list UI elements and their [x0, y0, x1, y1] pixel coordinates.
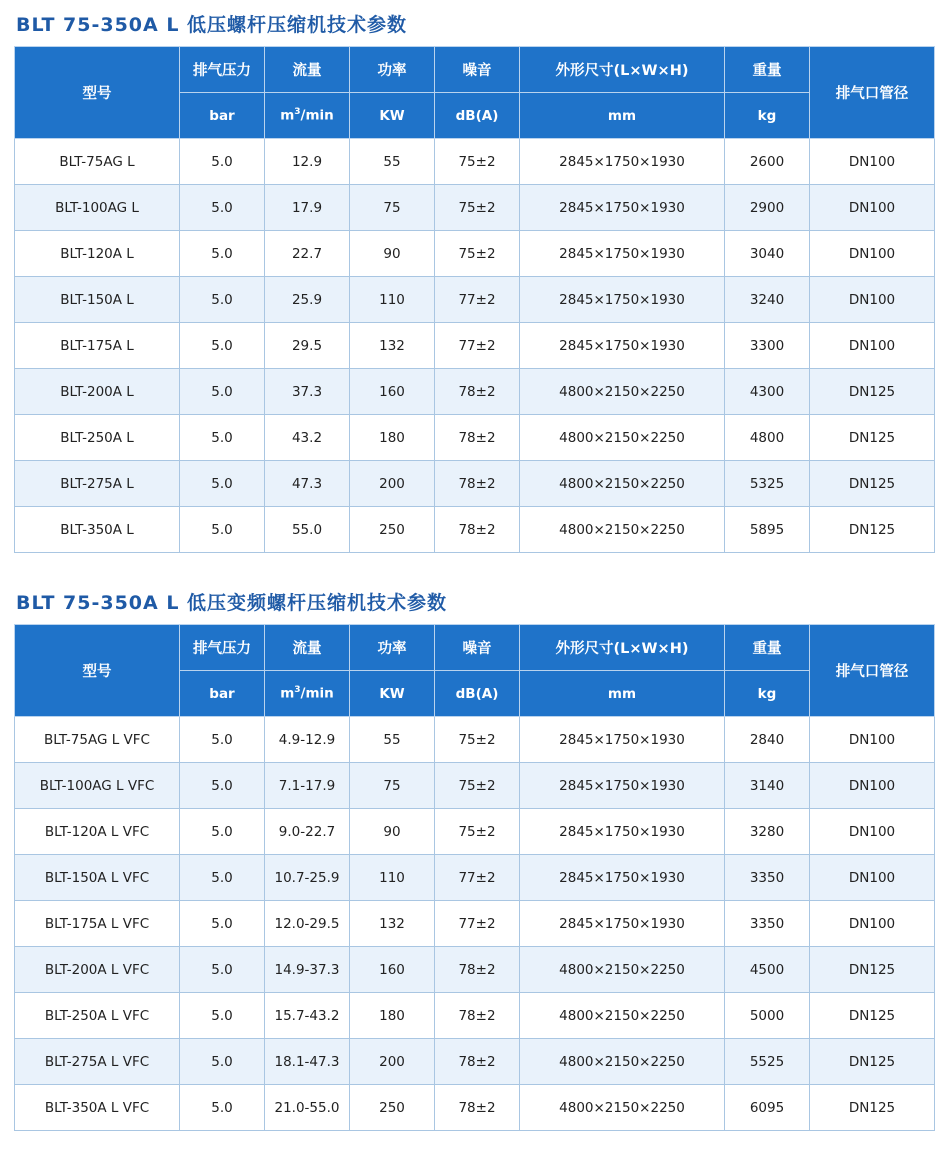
cell-noise: 75±2 — [435, 139, 520, 185]
cell-noise: 78±2 — [435, 1039, 520, 1085]
cell-outlet: DN125 — [810, 369, 935, 415]
cell-weight: 4500 — [725, 947, 810, 993]
cell-outlet: DN100 — [810, 763, 935, 809]
cell-noise: 77±2 — [435, 323, 520, 369]
cell-pressure: 5.0 — [180, 1085, 265, 1131]
header-weight: 重量 — [725, 47, 810, 93]
cell-power: 110 — [350, 277, 435, 323]
header-noise: 噪音 — [435, 47, 520, 93]
cell-noise: 77±2 — [435, 901, 520, 947]
cell-weight: 3350 — [725, 901, 810, 947]
cell-power: 180 — [350, 993, 435, 1039]
cell-weight: 5325 — [725, 461, 810, 507]
cell-model: BLT-200A L — [15, 369, 180, 415]
unit-noise: dB(A) — [435, 93, 520, 139]
header-weight: 重量 — [725, 625, 810, 671]
table-row — [15, 139, 935, 185]
cell-pressure: 5.0 — [180, 461, 265, 507]
header-pressure: 排气压力 — [180, 625, 265, 671]
table-row — [15, 231, 935, 277]
cell-dims: 4800×2150×2250 — [520, 415, 725, 461]
cell-power: 55 — [350, 717, 435, 763]
cell-dims: 4800×2150×2250 — [520, 1039, 725, 1085]
cell-outlet: DN100 — [810, 717, 935, 763]
cell-weight: 3240 — [725, 277, 810, 323]
cell-flow: 18.1-47.3 — [265, 1039, 350, 1085]
cell-noise: 78±2 — [435, 507, 520, 553]
cell-model: BLT-100AG L VFC — [15, 763, 180, 809]
cell-outlet: DN100 — [810, 277, 935, 323]
cell-outlet: DN100 — [810, 323, 935, 369]
cell-noise: 77±2 — [435, 277, 520, 323]
cell-weight: 3350 — [725, 855, 810, 901]
spec-section-vfc — [14, 588, 934, 1131]
cell-model: BLT-250A L — [15, 415, 180, 461]
cell-model: BLT-350A L VFC — [15, 1085, 180, 1131]
cell-flow: 21.0-55.0 — [265, 1085, 350, 1131]
cell-pressure: 5.0 — [180, 415, 265, 461]
cell-power: 200 — [350, 461, 435, 507]
cell-pressure: 5.0 — [180, 855, 265, 901]
cell-power: 75 — [350, 185, 435, 231]
cell-power: 90 — [350, 809, 435, 855]
cell-pressure: 5.0 — [180, 507, 265, 553]
cell-model: BLT-120A L — [15, 231, 180, 277]
header-flow: 流量 — [265, 625, 350, 671]
cell-weight: 2600 — [725, 139, 810, 185]
cell-flow: 15.7-43.2 — [265, 993, 350, 1039]
unit-power: KW — [350, 93, 435, 139]
cell-power: 250 — [350, 507, 435, 553]
table-row — [15, 323, 935, 369]
cell-outlet: DN100 — [810, 901, 935, 947]
cell-power: 160 — [350, 369, 435, 415]
spec-table — [14, 624, 935, 1131]
cell-power: 90 — [350, 231, 435, 277]
cell-power: 132 — [350, 901, 435, 947]
table-row — [15, 947, 935, 993]
cell-pressure: 5.0 — [180, 139, 265, 185]
cell-pressure: 5.0 — [180, 323, 265, 369]
cell-model: BLT-150A L — [15, 277, 180, 323]
cell-flow: 17.9 — [265, 185, 350, 231]
cell-weight: 5000 — [725, 993, 810, 1039]
header-model: 型号 — [15, 47, 180, 139]
cell-model: BLT-120A L VFC — [15, 809, 180, 855]
table-row — [15, 763, 935, 809]
cell-dims: 2845×1750×1930 — [520, 139, 725, 185]
table-row — [15, 993, 935, 1039]
cell-flow: 14.9-37.3 — [265, 947, 350, 993]
unit-noise: dB(A) — [435, 671, 520, 717]
cell-outlet: DN125 — [810, 461, 935, 507]
table-row — [15, 369, 935, 415]
cell-noise: 77±2 — [435, 855, 520, 901]
cell-flow: 7.1-17.9 — [265, 763, 350, 809]
cell-outlet: DN125 — [810, 415, 935, 461]
cell-flow: 12.0-29.5 — [265, 901, 350, 947]
cell-pressure: 5.0 — [180, 763, 265, 809]
cell-outlet: DN100 — [810, 855, 935, 901]
cell-weight: 3280 — [725, 809, 810, 855]
cell-flow: 43.2 — [265, 415, 350, 461]
cell-dims: 4800×2150×2250 — [520, 947, 725, 993]
cell-weight: 2900 — [725, 185, 810, 231]
cell-flow: 29.5 — [265, 323, 350, 369]
cell-weight: 3300 — [725, 323, 810, 369]
table-row — [15, 277, 935, 323]
cell-noise: 78±2 — [435, 947, 520, 993]
unit-pressure: bar — [180, 671, 265, 717]
cell-flow: 47.3 — [265, 461, 350, 507]
header-outlet: 排气口管径 — [810, 47, 935, 139]
cell-outlet: DN125 — [810, 1039, 935, 1085]
cell-outlet: DN125 — [810, 947, 935, 993]
cell-outlet: DN100 — [810, 185, 935, 231]
unit-flow: $m^3/\min$ — [265, 671, 350, 717]
cell-flow: 22.7 — [265, 231, 350, 277]
unit-dims: mm — [520, 93, 725, 139]
spec-table — [14, 46, 935, 553]
spec-section-fixed — [14, 10, 934, 553]
unit-dims: mm — [520, 671, 725, 717]
cell-power: 200 — [350, 1039, 435, 1085]
cell-model: BLT-75AG L — [15, 139, 180, 185]
unit-flow: $m^3/\min$ — [265, 93, 350, 139]
header-pressure: 排气压力 — [180, 47, 265, 93]
cell-model: BLT-250A L VFC — [15, 993, 180, 1039]
header-power: 功率 — [350, 625, 435, 671]
cell-flow: 25.9 — [265, 277, 350, 323]
cell-dims: 2845×1750×1930 — [520, 185, 725, 231]
cell-pressure: 5.0 — [180, 185, 265, 231]
cell-pressure: 5.0 — [180, 901, 265, 947]
cell-outlet: DN100 — [810, 231, 935, 277]
cell-weight: 3140 — [725, 763, 810, 809]
cell-flow: 4.9-12.9 — [265, 717, 350, 763]
header-outlet: 排气口管径 — [810, 625, 935, 717]
cell-noise: 78±2 — [435, 415, 520, 461]
cell-noise: 78±2 — [435, 1085, 520, 1131]
cell-pressure: 5.0 — [180, 947, 265, 993]
cell-dims: 2845×1750×1930 — [520, 231, 725, 277]
cell-weight: 4800 — [725, 415, 810, 461]
cell-power: 132 — [350, 323, 435, 369]
cell-outlet: DN125 — [810, 1085, 935, 1131]
table-row — [15, 185, 935, 231]
cell-dims: 4800×2150×2250 — [520, 461, 725, 507]
table-row — [15, 809, 935, 855]
table-row — [15, 415, 935, 461]
cell-dims: 2845×1750×1930 — [520, 855, 725, 901]
cell-dims: 2845×1750×1930 — [520, 323, 725, 369]
cell-dims: 4800×2150×2250 — [520, 369, 725, 415]
table-row — [15, 1085, 935, 1131]
cell-outlet: DN125 — [810, 993, 935, 1039]
cell-noise: 78±2 — [435, 461, 520, 507]
cell-pressure: 5.0 — [180, 809, 265, 855]
cell-dims: 2845×1750×1930 — [520, 809, 725, 855]
cell-model: BLT-175A L — [15, 323, 180, 369]
cell-outlet: DN100 — [810, 139, 935, 185]
cell-noise: 75±2 — [435, 231, 520, 277]
cell-model: BLT-275A L VFC — [15, 1039, 180, 1085]
cell-pressure: 5.0 — [180, 231, 265, 277]
cell-flow: 12.9 — [265, 139, 350, 185]
cell-power: 110 — [350, 855, 435, 901]
cell-power: 180 — [350, 415, 435, 461]
cell-noise: 75±2 — [435, 717, 520, 763]
header-power: 功率 — [350, 47, 435, 93]
cell-dims: 4800×2150×2250 — [520, 507, 725, 553]
cell-pressure: 5.0 — [180, 993, 265, 1039]
table-row — [15, 507, 935, 553]
cell-model: BLT-75AG L VFC — [15, 717, 180, 763]
cell-weight: 6095 — [725, 1085, 810, 1131]
cell-weight: 4300 — [725, 369, 810, 415]
cell-noise: 75±2 — [435, 809, 520, 855]
table-row — [15, 461, 935, 507]
cell-pressure: 5.0 — [180, 1039, 265, 1085]
cell-model: BLT-100AG L — [15, 185, 180, 231]
cell-model: BLT-350A L — [15, 507, 180, 553]
cell-power: 55 — [350, 139, 435, 185]
cell-weight: 5525 — [725, 1039, 810, 1085]
cell-model: BLT-175A L VFC — [15, 901, 180, 947]
unit-weight: kg — [725, 93, 810, 139]
unit-power: KW — [350, 671, 435, 717]
cell-power: 250 — [350, 1085, 435, 1131]
header-dims: 外形尺寸(L×W×H) — [520, 47, 725, 93]
table-body — [15, 717, 935, 1131]
cell-dims: 2845×1750×1930 — [520, 901, 725, 947]
header-model: 型号 — [15, 625, 180, 717]
cell-flow: 37.3 — [265, 369, 350, 415]
cell-dims: 2845×1750×1930 — [520, 717, 725, 763]
header-noise: 噪音 — [435, 625, 520, 671]
cell-weight: 3040 — [725, 231, 810, 277]
cell-noise: 78±2 — [435, 369, 520, 415]
header-flow: 流量 — [265, 47, 350, 93]
cell-pressure: 5.0 — [180, 717, 265, 763]
cell-model: BLT-200A L VFC — [15, 947, 180, 993]
cell-noise: 75±2 — [435, 763, 520, 809]
cell-weight: 5895 — [725, 507, 810, 553]
cell-weight: 2840 — [725, 717, 810, 763]
cell-model: BLT-275A L — [15, 461, 180, 507]
cell-noise: 75±2 — [435, 185, 520, 231]
section-title: BLT 75-350A L 低压螺杆压缩机技术参数 — [16, 14, 408, 36]
cell-model: BLT-150A L VFC — [15, 855, 180, 901]
table-body — [15, 139, 935, 553]
header-dims: 外形尺寸(L×W×H) — [520, 625, 725, 671]
cell-flow: 10.7-25.9 — [265, 855, 350, 901]
table-row — [15, 855, 935, 901]
cell-dims: 2845×1750×1930 — [520, 277, 725, 323]
cell-dims: 4800×2150×2250 — [520, 993, 725, 1039]
unit-weight: kg — [725, 671, 810, 717]
cell-dims: 4800×2150×2250 — [520, 1085, 725, 1131]
cell-outlet: DN125 — [810, 507, 935, 553]
cell-dims: 2845×1750×1930 — [520, 763, 725, 809]
cell-pressure: 5.0 — [180, 277, 265, 323]
table-row — [15, 901, 935, 947]
cell-outlet: DN100 — [810, 809, 935, 855]
cell-flow: 55.0 — [265, 507, 350, 553]
section-title: BLT 75-350A L 低压变频螺杆压缩机技术参数 — [16, 592, 448, 614]
cell-power: 75 — [350, 763, 435, 809]
cell-noise: 78±2 — [435, 993, 520, 1039]
unit-pressure: bar — [180, 93, 265, 139]
cell-power: 160 — [350, 947, 435, 993]
cell-pressure: 5.0 — [180, 369, 265, 415]
cell-flow: 9.0-22.7 — [265, 809, 350, 855]
table-row — [15, 717, 935, 763]
table-row — [15, 1039, 935, 1085]
